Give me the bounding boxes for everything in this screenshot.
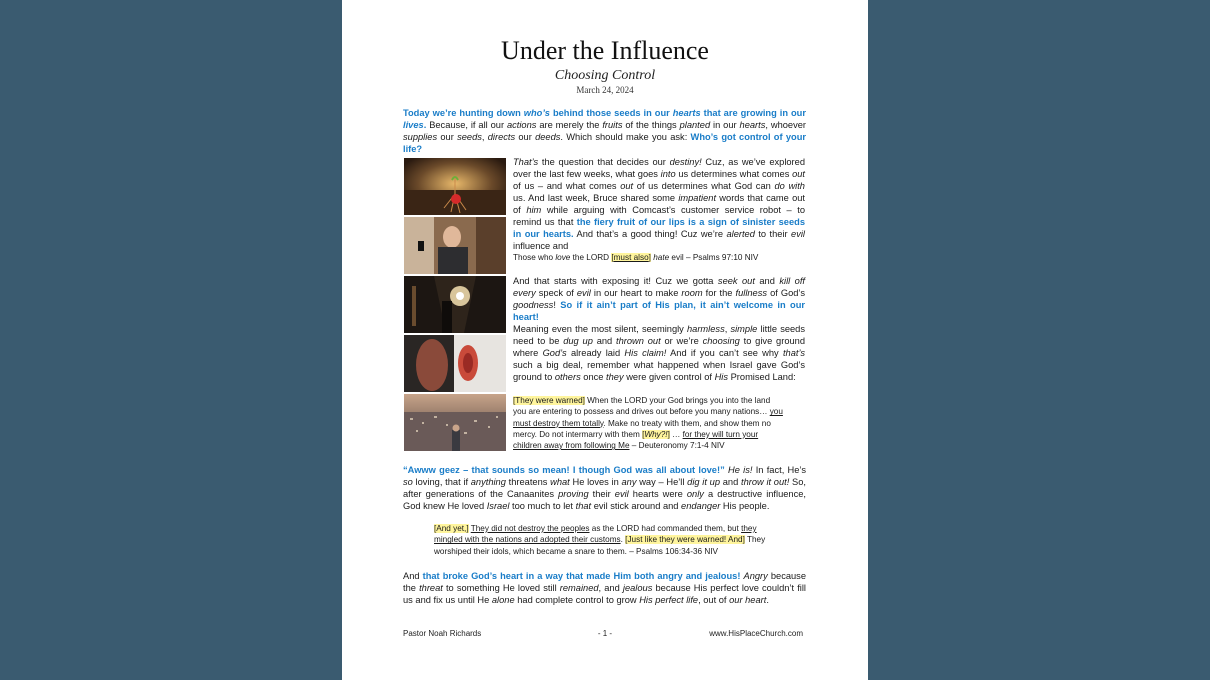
body-paragraph-5: And that broke God’s heart in a way that made Him both angry and jealous! Angry because the threat to something He loved still remained, and jealous because His perfect love couldn’t fill us and fix us until He alone had complete control to grow His perfect life, out of our heart. — [403, 571, 807, 605]
body-paragraph-1: That’s the question that decides our destiny! Cuz, as we’ve explored over the last few weeks, what goes into us determines what comes out of us – and what comes out of us determines what God can do with us. And last week, Bruce shared some impatient words that came out of him while arguing with Comcast’s customer service robot – to remind us that the fiery fruit of our lips is a sign of sinister seeds in our hearts. And that’s a good thing! Cuz we’re alerted to their evil influence and — [513, 157, 805, 251]
footer-author: Pastor Noah Richards — [403, 629, 482, 638]
scripture-quote-psalms-97: Those who love the LORD [must also] hate evil – Psalms 97:10 NIV — [513, 253, 759, 262]
scripture-quote-psalms-106: [And yet,] They did not destroy the peoples as the LORD had commanded them, but they mingled with the nations and adopted their customs. [Just like they were warned! And] They worshiped their idols, which became a snare to them. – Psalms 106:34-36 NIV — [434, 524, 766, 556]
page-subtitle: Choosing Control — [554, 68, 656, 83]
page-date: March 24, 2024 — [576, 85, 634, 95]
page-title: Under the Influence — [501, 36, 709, 65]
plant-roots-image — [404, 158, 506, 215]
footer-page-number: - 1 - — [597, 629, 613, 638]
body-paragraph-3: Meaning even the most silent, seemingly harmless, simple little seeds need to be dug up and thrown out or we’re choosing to give ground where God’s already laid His claim! And if you can’t see why that’s such a big deal, remember what happened when Israel gave God’s ground to others once they were given control of His Promised Land: — [513, 324, 806, 382]
body-paragraph-2: And that starts with exposing it! Cuz we gotta seek out and kill off every speck of evil in our heart to make room for the fullness of God’s goodness! So if it ain’t part of His plan, it ain’t welcome in our heart! — [513, 276, 805, 322]
whisper-ear-image — [404, 335, 506, 392]
intro-paragraph: Today we’re hunting down who’s behind those seeds in our hearts that are growing in our lives. Because, if all our actions are merely the fruits of the things planted in our hearts, whoever supplies our seeds, directs our deeds. Which should make you ask: Who’s got control of your life? — [403, 108, 807, 154]
city-overlook-image — [404, 394, 506, 451]
document-page — [342, 0, 868, 680]
man-on-phone-image — [404, 217, 506, 274]
body-paragraph-4: “Awww geez – that sounds so mean! I though God was all about love!” He is! In fact, He’s so loving, that if anything threatens what He loves in any way – He’ll dig it up and throw it out! So, after generations of the Canaanites proving their evil hearts were only a destructive influence, God knew He loved Israel too much to let that evil stick around and endanger His people. — [403, 465, 807, 511]
scripture-quote-deuteronomy-7: [They were warned] When the LORD your God brings you into the land you are entering to possess and drives out before you many nations… you must destroy them totally. Make no treaty with them, and show them no mercy. Do not intermarry with them [Why?!] … for they will turn your children away from following Me – Deuteronomy 7:1-4 NIV — [513, 396, 783, 451]
dark-hallway-image — [404, 276, 506, 333]
footer-website: www.HisPlaceChurch.com — [709, 629, 803, 638]
